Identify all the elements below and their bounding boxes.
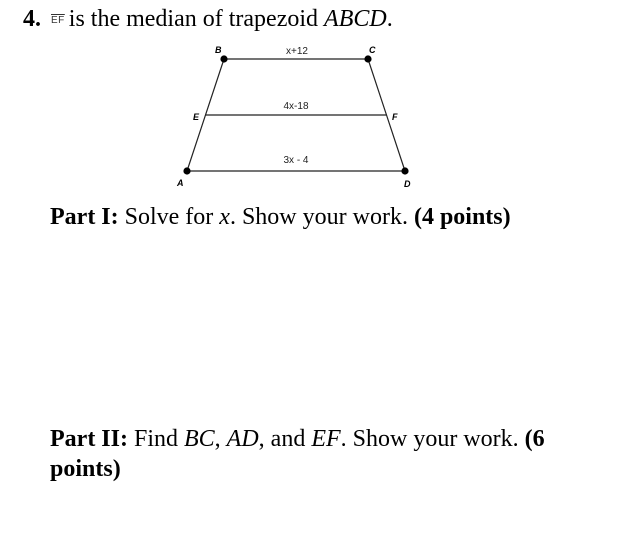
part-two-points: (6 points) [50, 426, 545, 482]
part-two-sep2: , and [258, 426, 312, 452]
vertex-b-dot [220, 55, 227, 62]
part-two-ad: AD [226, 426, 259, 452]
part-two-label: Part II: [50, 426, 128, 452]
vertex-a-label: A [177, 178, 184, 188]
part-one-text-b: . Show your work. [229, 204, 414, 230]
vertex-d-dot [401, 167, 408, 174]
trapezoid-name: ABCD [324, 6, 387, 32]
part-two-ef: EF [311, 426, 341, 452]
part-one-points: (4 points) [413, 204, 511, 230]
part-two-bc: BC [184, 426, 215, 452]
part-one-variable: x [219, 204, 230, 230]
segment-ef-label: $\overline{EF}$ [51, 15, 65, 26]
part-two-text-b: . Show your work. [340, 426, 525, 452]
vertex-b-label: B [215, 45, 222, 55]
part-two-sep1: , [214, 426, 227, 452]
vertex-c-dot [364, 55, 371, 62]
bottom-base-expression: 3x - 4 [283, 155, 309, 166]
median-expression: 4x-18 [283, 101, 309, 112]
vertex-d-label: D [404, 179, 411, 189]
vertex-e-label: E [193, 112, 200, 122]
part-two-text-a: Find [127, 426, 184, 452]
top-base-expression: x+12 [286, 46, 308, 57]
part-one-text-a: Solve for [118, 204, 220, 230]
part-two-prompt [50, 424, 590, 484]
trapezoid-figure [0, 0, 629, 210]
part-one-prompt [50, 202, 610, 232]
vertex-c-label: C [369, 45, 376, 55]
question-number: 4. [23, 6, 41, 32]
vertex-a-dot [183, 167, 190, 174]
question-text: is the median of trapezoid [68, 6, 319, 32]
part-one-label: Part I: [50, 204, 119, 230]
question-period: . [386, 6, 393, 32]
vertex-f-label: F [392, 112, 398, 122]
